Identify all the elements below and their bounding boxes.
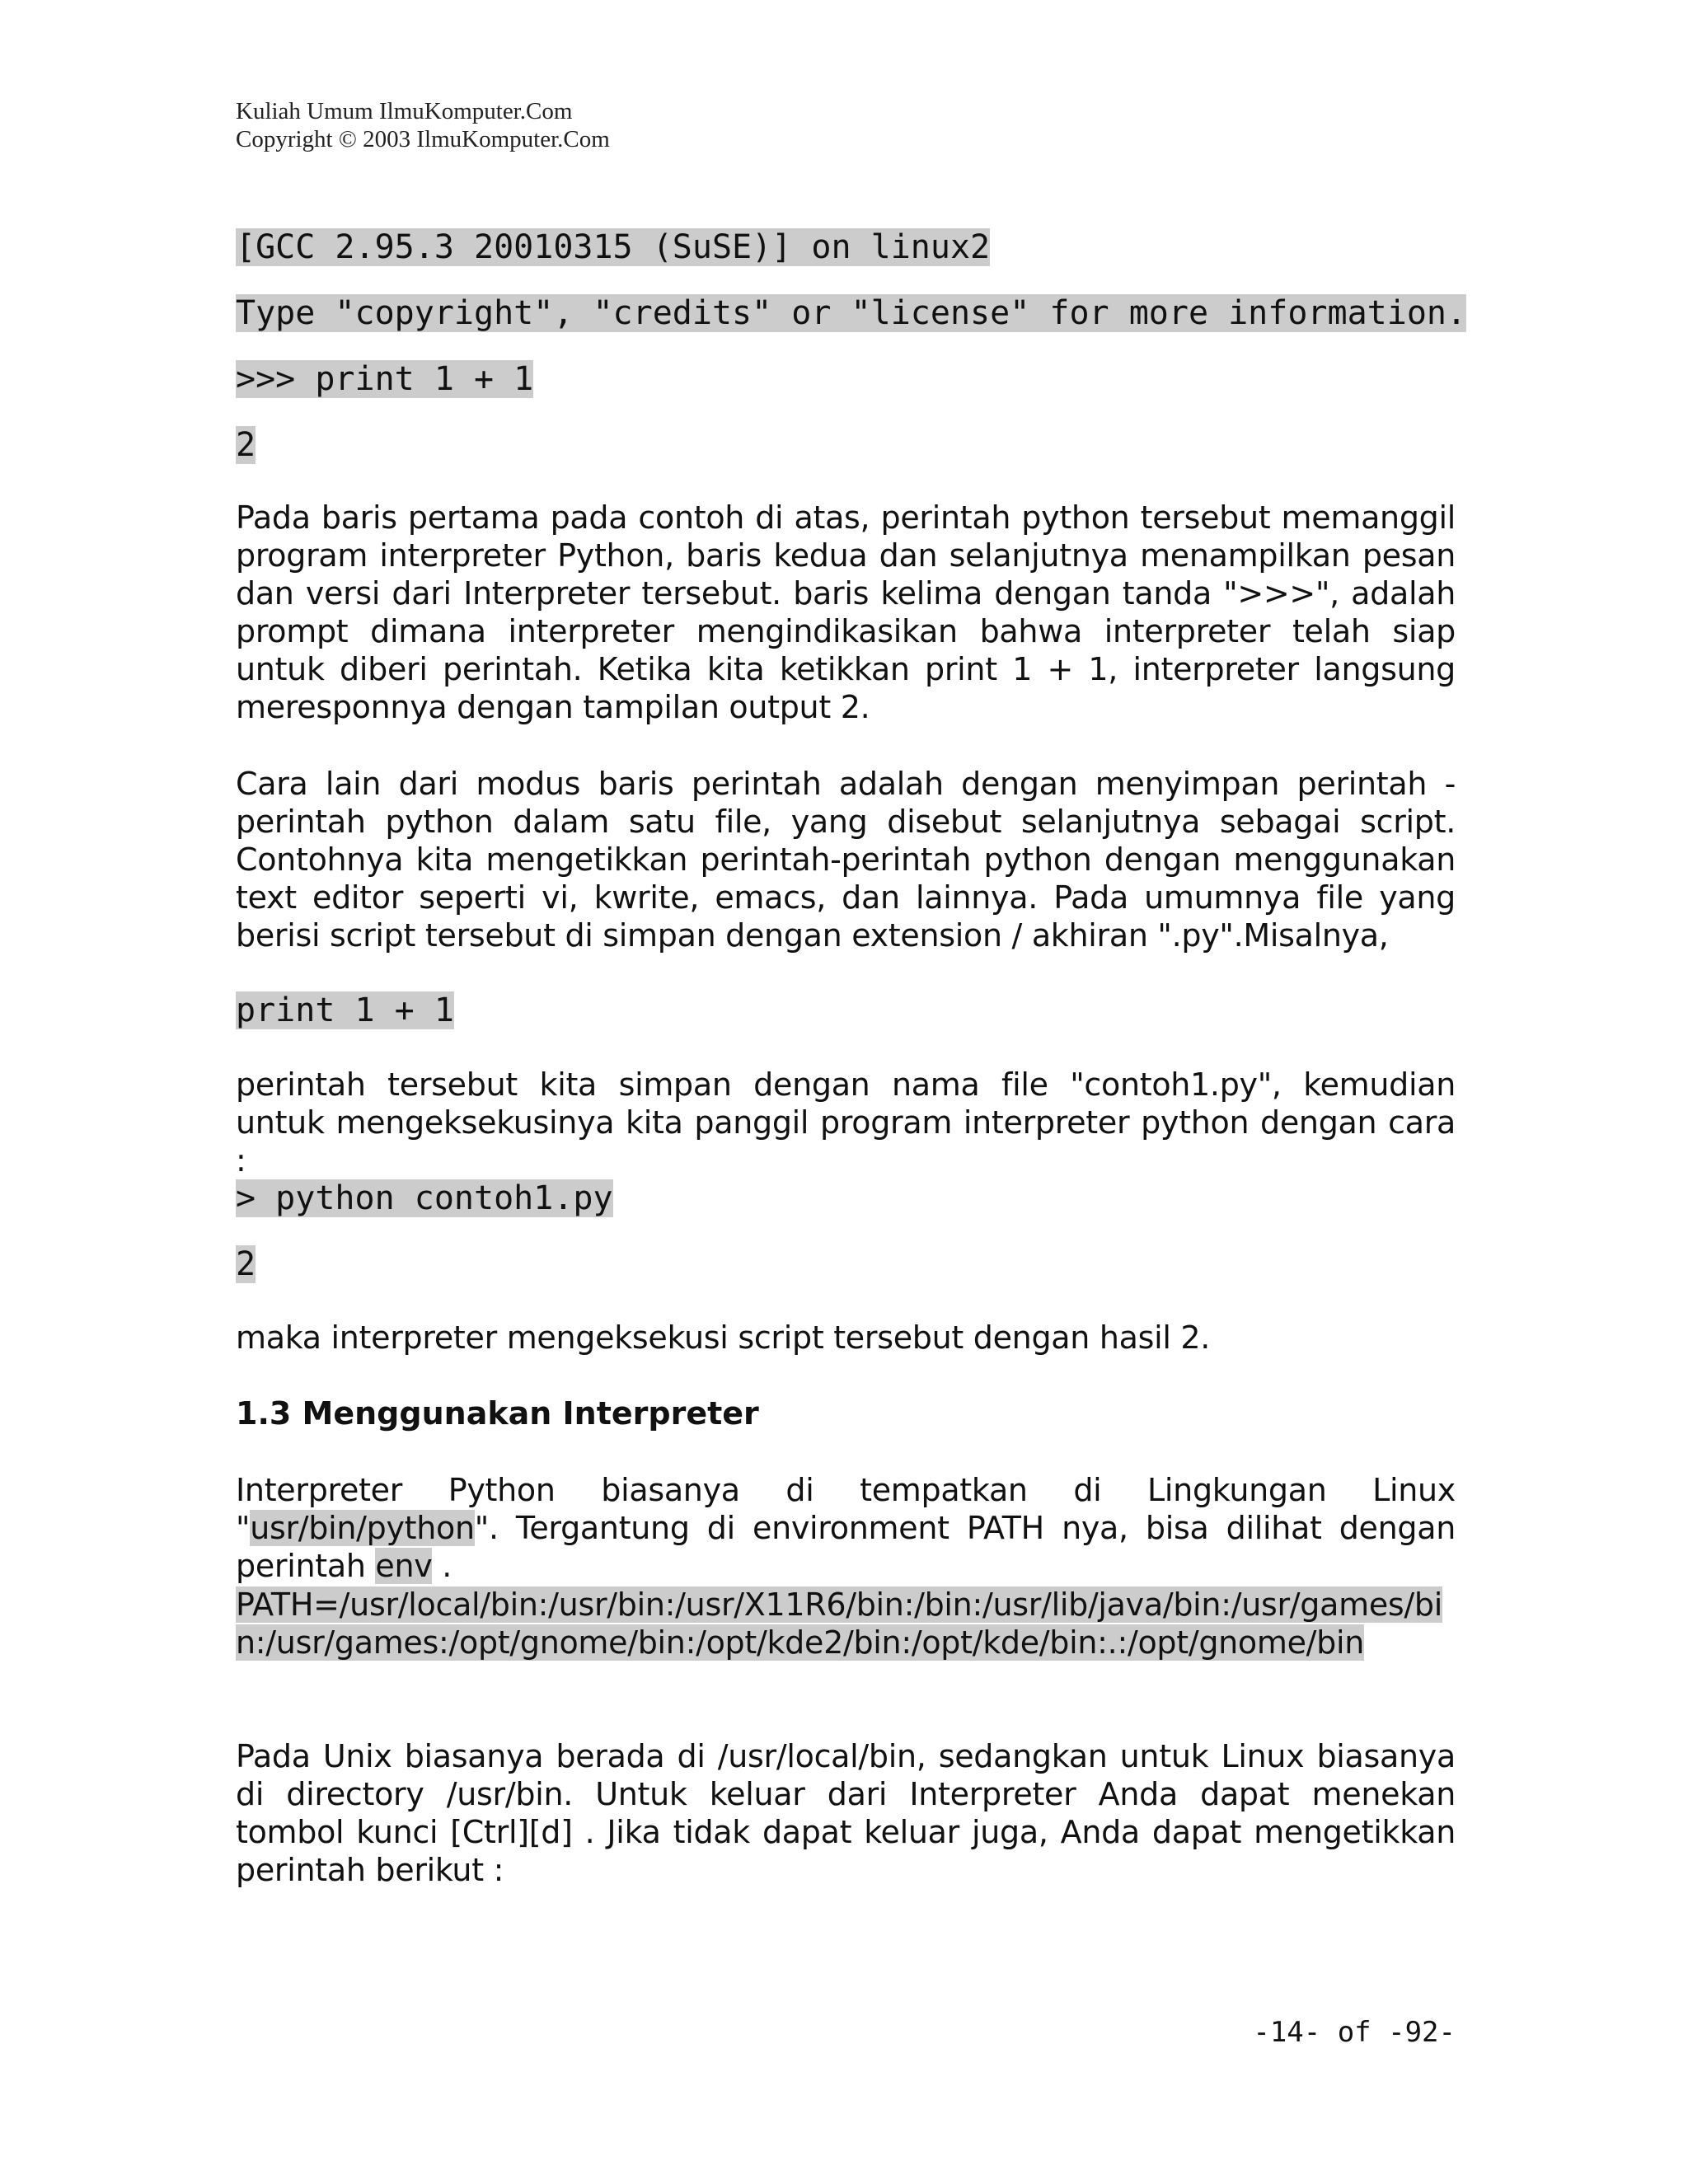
inline-code-path: usr/bin/python <box>250 1510 475 1546</box>
code-line-python-run: > python contoh1.py <box>236 1179 613 1217</box>
paragraph-5: Interpreter Python biasanya di tempatkan di Lingkungan Linux "usr/bin/python". Tergantung di environment PATH nya, bisa dilihat dengan perintah env . <box>236 1472 1456 1584</box>
page-number: -14- of -92- <box>1253 2016 1456 2049</box>
page-header <box>236 97 610 153</box>
paragraph-6: Pada Unix biasanya berada di /usr/local/bin, sedangkan untuk Linux biasanya di directory /usr/bin. Untuk keluar dari Interpreter Anda dapat menekan tombol kunci [Ctrl][d] . Jika tidak dapat keluar juga, Anda dapat mengetikkan perintah berikut : <box>236 1738 1456 1888</box>
header-line-1: Kuliah Umum IlmuKomputer.Com <box>236 98 573 124</box>
code-line-gcc: [GCC 2.95.3 20010315 (SuSE)] on linux2 <box>236 228 991 266</box>
code-line-output: 2 <box>236 426 256 464</box>
header-line-2: Copyright © 2003 IlmuKomputer.Com <box>236 126 610 152</box>
section-heading: 1.3 Menggunakan Interpreter <box>236 1395 759 1432</box>
code-line-type: Type "copyright", "credits" or "license" for more information. <box>236 294 1467 332</box>
paragraph-3: perintah tersebut kita simpan dengan nama file "contoh1.py", kemudian untuk mengeksekusinya kita panggil program interpreter python dengan cara : <box>236 1066 1456 1179</box>
inline-code-env: env <box>375 1548 433 1584</box>
code-line-run-output: 2 <box>236 1245 256 1283</box>
paragraph-4: maka interpreter mengeksekusi script tersebut dengan hasil 2. <box>236 1319 1211 1356</box>
code-line-print: print 1 + 1 <box>236 991 454 1029</box>
code-line-prompt: >>> print 1 + 1 <box>236 360 534 398</box>
path-listing: PATH=/usr/local/bin:/usr/bin:/usr/X11R6/bin:/bin:/usr/lib/java/bin:/usr/games/bin:/usr/games:/opt/gnome/bin:/opt/kde2/bin:/opt/kde/bin:.:/opt/gnome/bin <box>236 1586 1442 1661</box>
paragraph-1: Pada baris pertama pada contoh di atas, perintah python tersebut memanggil program interpreter Python, baris kedua dan selanjutnya menampilkan pesan dan versi dari Interpreter tersebut. baris kelima dengan tanda ">>>", adalah prompt dimana interpreter mengindikasikan bahwa interpreter telah siap untuk diberi perintah. Ketika kita ketikkan print 1 + 1, interpreter langsung meresponnya dengan tampilan output 2. <box>236 499 1456 725</box>
paragraph-2: Cara lain dari modus baris perintah adalah dengan menyimpan perintah - perintah python dalam satu file, yang disebut selanjutnya sebagai script. Contohnya kita mengetikkan perintah-perintah python dengan menggunakan text editor seperti vi, kwrite, emacs, dan lainnya. Pada umumnya file yang berisi script tersebut di simpan dengan extension / akhiran ".py".Misalnya, <box>236 766 1456 954</box>
